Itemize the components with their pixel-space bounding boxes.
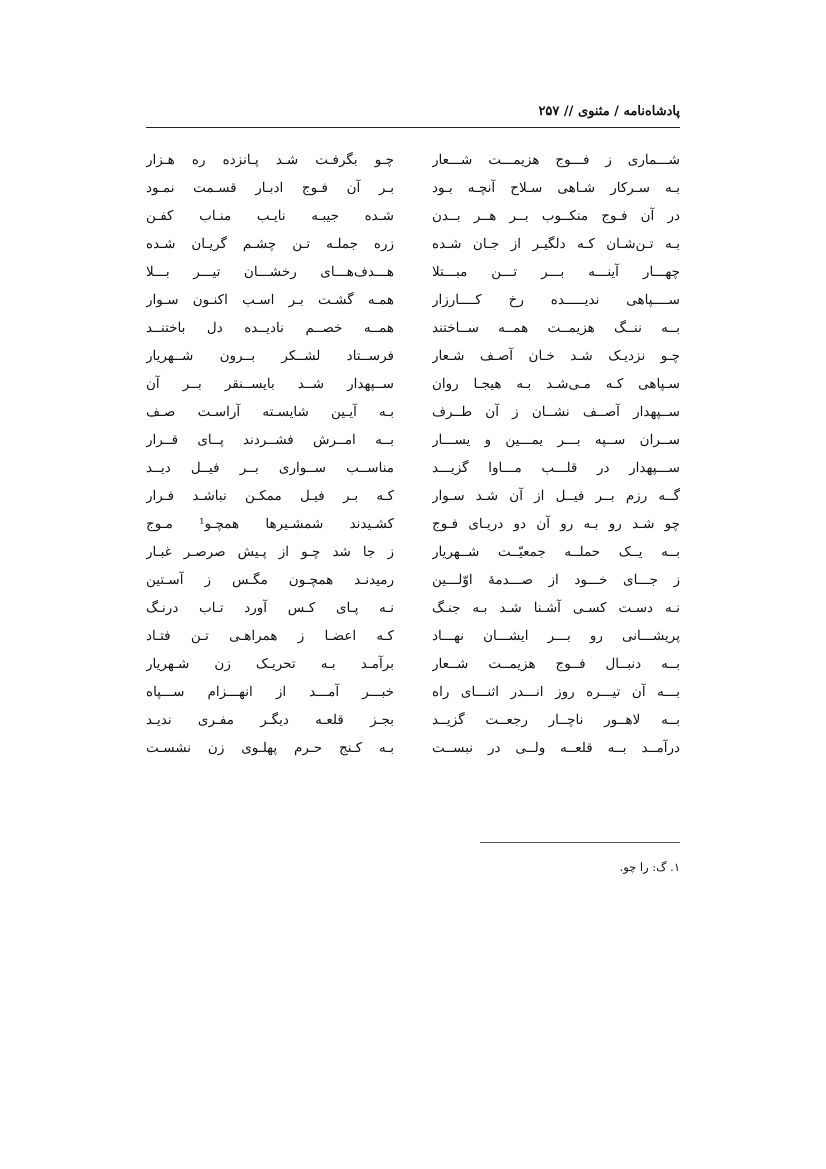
verse-line: چـو نزدیـک شـد خـان آصـف شـعار [432, 348, 680, 364]
verse-line: بـه سـرکار شـاهی سـلاح آنچـه بـود [432, 180, 680, 196]
verse-line: کـه اعضـا ز همراهـی تـن فتـاد [146, 628, 394, 644]
page-header-title: پادشاه‌نامه / مثنوی // ۲۵۷ [538, 104, 680, 119]
verse-line: نـه دسـت کسـی آشـنا شـد بـه جنـگ [432, 600, 680, 616]
verse-line: کـه بـر فیـل ممکـن نباشـد فـرار [146, 488, 394, 504]
verse-line: ســپهدار شــد بایســنقر بــر آن [146, 376, 394, 392]
verse-line: ز جـــای خـــود از صـــدمۀ اوّلـــین [432, 572, 680, 588]
verse-line: در آن فـوج منکــوب بــر هــر بــدن [432, 208, 680, 224]
verse-line: گــه رزم بــر فیــل از آن شـد سـوار [432, 488, 680, 504]
verse-line: کشـیدند شمشـیرها همچـو¹ مـوج [146, 516, 394, 532]
verse-line: ز جا شد چـو از پـیش صرصـر غبـار [146, 544, 394, 560]
verse-line: بـه آیـین شایسـته آراسـت صـف [146, 404, 394, 420]
verse-line: همــه خصــم نادیــده دل باختنــد [146, 320, 394, 336]
verse-line: درآمــد بــه قلعــه ولــی در نبســت [432, 740, 680, 756]
verse-line: بــه یــک حملــه جمعیّــت شــهریار [432, 544, 680, 560]
verse-line: چهـــار آینـــه بـــر تـــن مبـــتلا [432, 264, 680, 280]
verse-line: بجـز قلعـه دیگـر مفـری ندیـد [146, 712, 394, 728]
verse-line: پریشـــانی رو بـــر ایشـــان نهـــاد [432, 628, 680, 644]
verse-line: مناســب ســواری بــر فیــل دیــد [146, 460, 394, 476]
verse-line: بــه ننــگ هزیمــت همــه ســاختند [432, 320, 680, 336]
verse-line: بــه لاهــور ناچــار رجعــت گزیــد [432, 712, 680, 728]
verse-line: برآمـد بـه تحریـک زن شـهریار [146, 656, 394, 672]
verse-column-right [432, 146, 680, 762]
verse-line: رمیدنـد همچـون مگـس ز آسـتین [146, 572, 394, 588]
verse-column-left [146, 146, 394, 762]
verse-line: بـه تـن‌شـان کـه دلگیـر از جـان شـده [432, 236, 680, 252]
verse-line: همـه گشـت بـر اسـب اکنـون سـوار [146, 292, 394, 308]
verse-line: ســپهدار آصــف نشــان ز آن طــرف [432, 404, 680, 420]
verse-line: هـــدف‌هـــای رخشـــان تیـــر بـــلا [146, 264, 394, 280]
verse-line: نـه پـای کـس آورد تـاب درنـگ [146, 600, 394, 616]
header-rule [146, 127, 680, 128]
verse-line: ســــپاهی ندیـــــده رخ کــــارزار [432, 292, 680, 308]
running-header [146, 100, 680, 124]
verse-line: چـو بگرفـت شـد پـانزده ره هـزار [146, 152, 394, 168]
verse-line: چو شـد رو بـه رو آن دو دریـای فـوج [432, 516, 680, 532]
verse-line: شـــماری ز فـــوج هزیمـــت شـــعار [432, 152, 680, 168]
verse-line: بـــه آن تیـــره روز انـــدر اثنـــای راه [432, 684, 680, 700]
verse-line: سـپاهی کـه مـی‌شـد بـه هیجـا روان [432, 376, 680, 392]
footnote: ۱. گ: را چو. [619, 860, 680, 874]
verse-line: بــه امــرش فشــردند پــای قــرار [146, 432, 394, 448]
verse-line: فرســتاد لشــکر بــرون شــهریار [146, 348, 394, 364]
verse-line: زره جملـه تـن چشـم گریـان شـده [146, 236, 394, 252]
verse-line: بـه کـنج حـرم پهلـوی زن نشسـت [146, 740, 394, 756]
footnote-rule [480, 842, 680, 843]
verse-line: ســران ســپه بـــر یمـــین و یســـار [432, 432, 680, 448]
verse-line: خبـــر آمـــد از انهـــزام ســـپاه [146, 684, 394, 700]
verse-line: بــه دنبــال فــوج هزیمــت شــعار [432, 656, 680, 672]
verse-line: بـر آن فـوج ادبـار قسـمت نمـود [146, 180, 394, 196]
verse-line: ســـپهدار در قلـــب مـــاوا گزیـــد [432, 460, 680, 476]
verse-line: شـده جیبـه نایـب منـاب کفـن [146, 208, 394, 224]
